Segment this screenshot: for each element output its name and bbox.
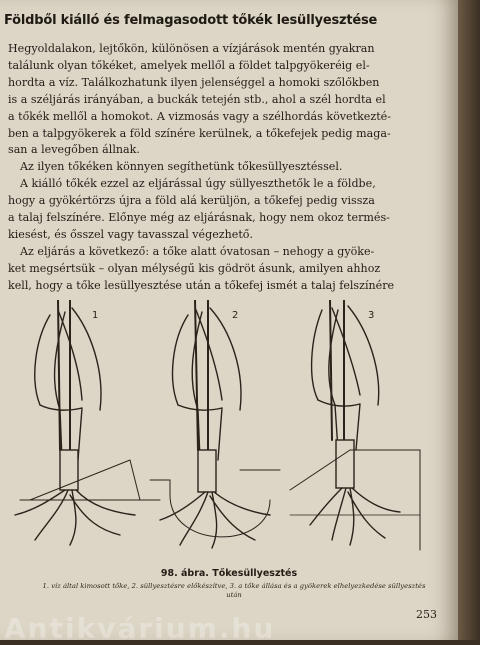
text-line: A kiálló tőkék ezzel az eljárással úgy süllyeszthetők le a földbe, xyxy=(20,177,376,191)
text-line: san a levegőben állnak. xyxy=(8,143,140,157)
body-text xyxy=(8,41,440,295)
text-line: a talaj felszínére. Előnye még az eljárásnak, hogy nem okoz termés- xyxy=(8,211,390,225)
vine-figure-2 xyxy=(150,300,280,548)
text-line: ben a talpgyökerek a föld színére kerülnek, a tőkefejek pedig maga- xyxy=(8,126,391,140)
figure-label-3: 3 xyxy=(368,310,375,321)
text-line: Hegyoldalakon, lejtőkön, különösen a vízjárások mentén gyakran xyxy=(8,42,375,55)
text-line: is a széljárás irányában, a buckák tetején stb., ahol a szél hordta el xyxy=(8,92,386,106)
text-line: kell, hogy a tőke lesüllyesztése után a tőkefej ismét a talaj felszínére xyxy=(8,278,395,292)
text-line: Az ilyen tőkéken könnyen segíthetünk tőkesüllyesztéssel. xyxy=(20,160,343,174)
caption-line: után xyxy=(226,591,242,599)
watermark-text: Antikvárium.hu xyxy=(4,612,276,645)
text-line: ket megsértsük – olyan mélységű kis gödröt ásunk, amilyen ahhoz xyxy=(8,261,381,275)
text-line: találunk olyan tőkéket, amelyek mellől a földet talpgyökeréig el- xyxy=(8,58,370,72)
text-line: Az eljárás a következő: a tőke alatt óvatosan – nehogy a gyöke- xyxy=(20,244,375,258)
vine-figure-3 xyxy=(290,300,420,550)
caption-line: 1. víz által kimosott tőke, 2. süllyesztésre előkészítve, 3. a tőke állása és a gyökerek elhelyezkedése süllyesztés xyxy=(42,582,426,590)
illustration-drawing xyxy=(10,300,440,565)
vine-figure-1 xyxy=(15,300,160,545)
book-edge xyxy=(458,0,480,640)
section-title: Földből kiálló és felmagasodott tőkék lesüllyesztése xyxy=(4,13,378,28)
caption-title: 98. ábra. Tőkesüllyesztés xyxy=(160,568,298,579)
page-number: 253 xyxy=(416,608,437,621)
figure-label-2: 2 xyxy=(232,310,239,321)
vine-lowering-illustration xyxy=(10,300,440,565)
text-line: a tőkék mellől a homokot. A vizmosás vagy a szélhordás következté- xyxy=(8,109,391,123)
text-line: kiesést, és ősszel vagy tavasszal végezhető. xyxy=(8,227,253,241)
text-line: hogy a gyökértörzs újra a föld alá kerüljön, a tőkefej pedig vissza xyxy=(8,194,375,208)
figure-label-1: 1 xyxy=(92,310,99,321)
caption-text xyxy=(14,582,454,600)
text-line: hordta a víz. Találkozhatunk ilyen jelenséggel a homoki szőlőkben xyxy=(8,75,380,89)
